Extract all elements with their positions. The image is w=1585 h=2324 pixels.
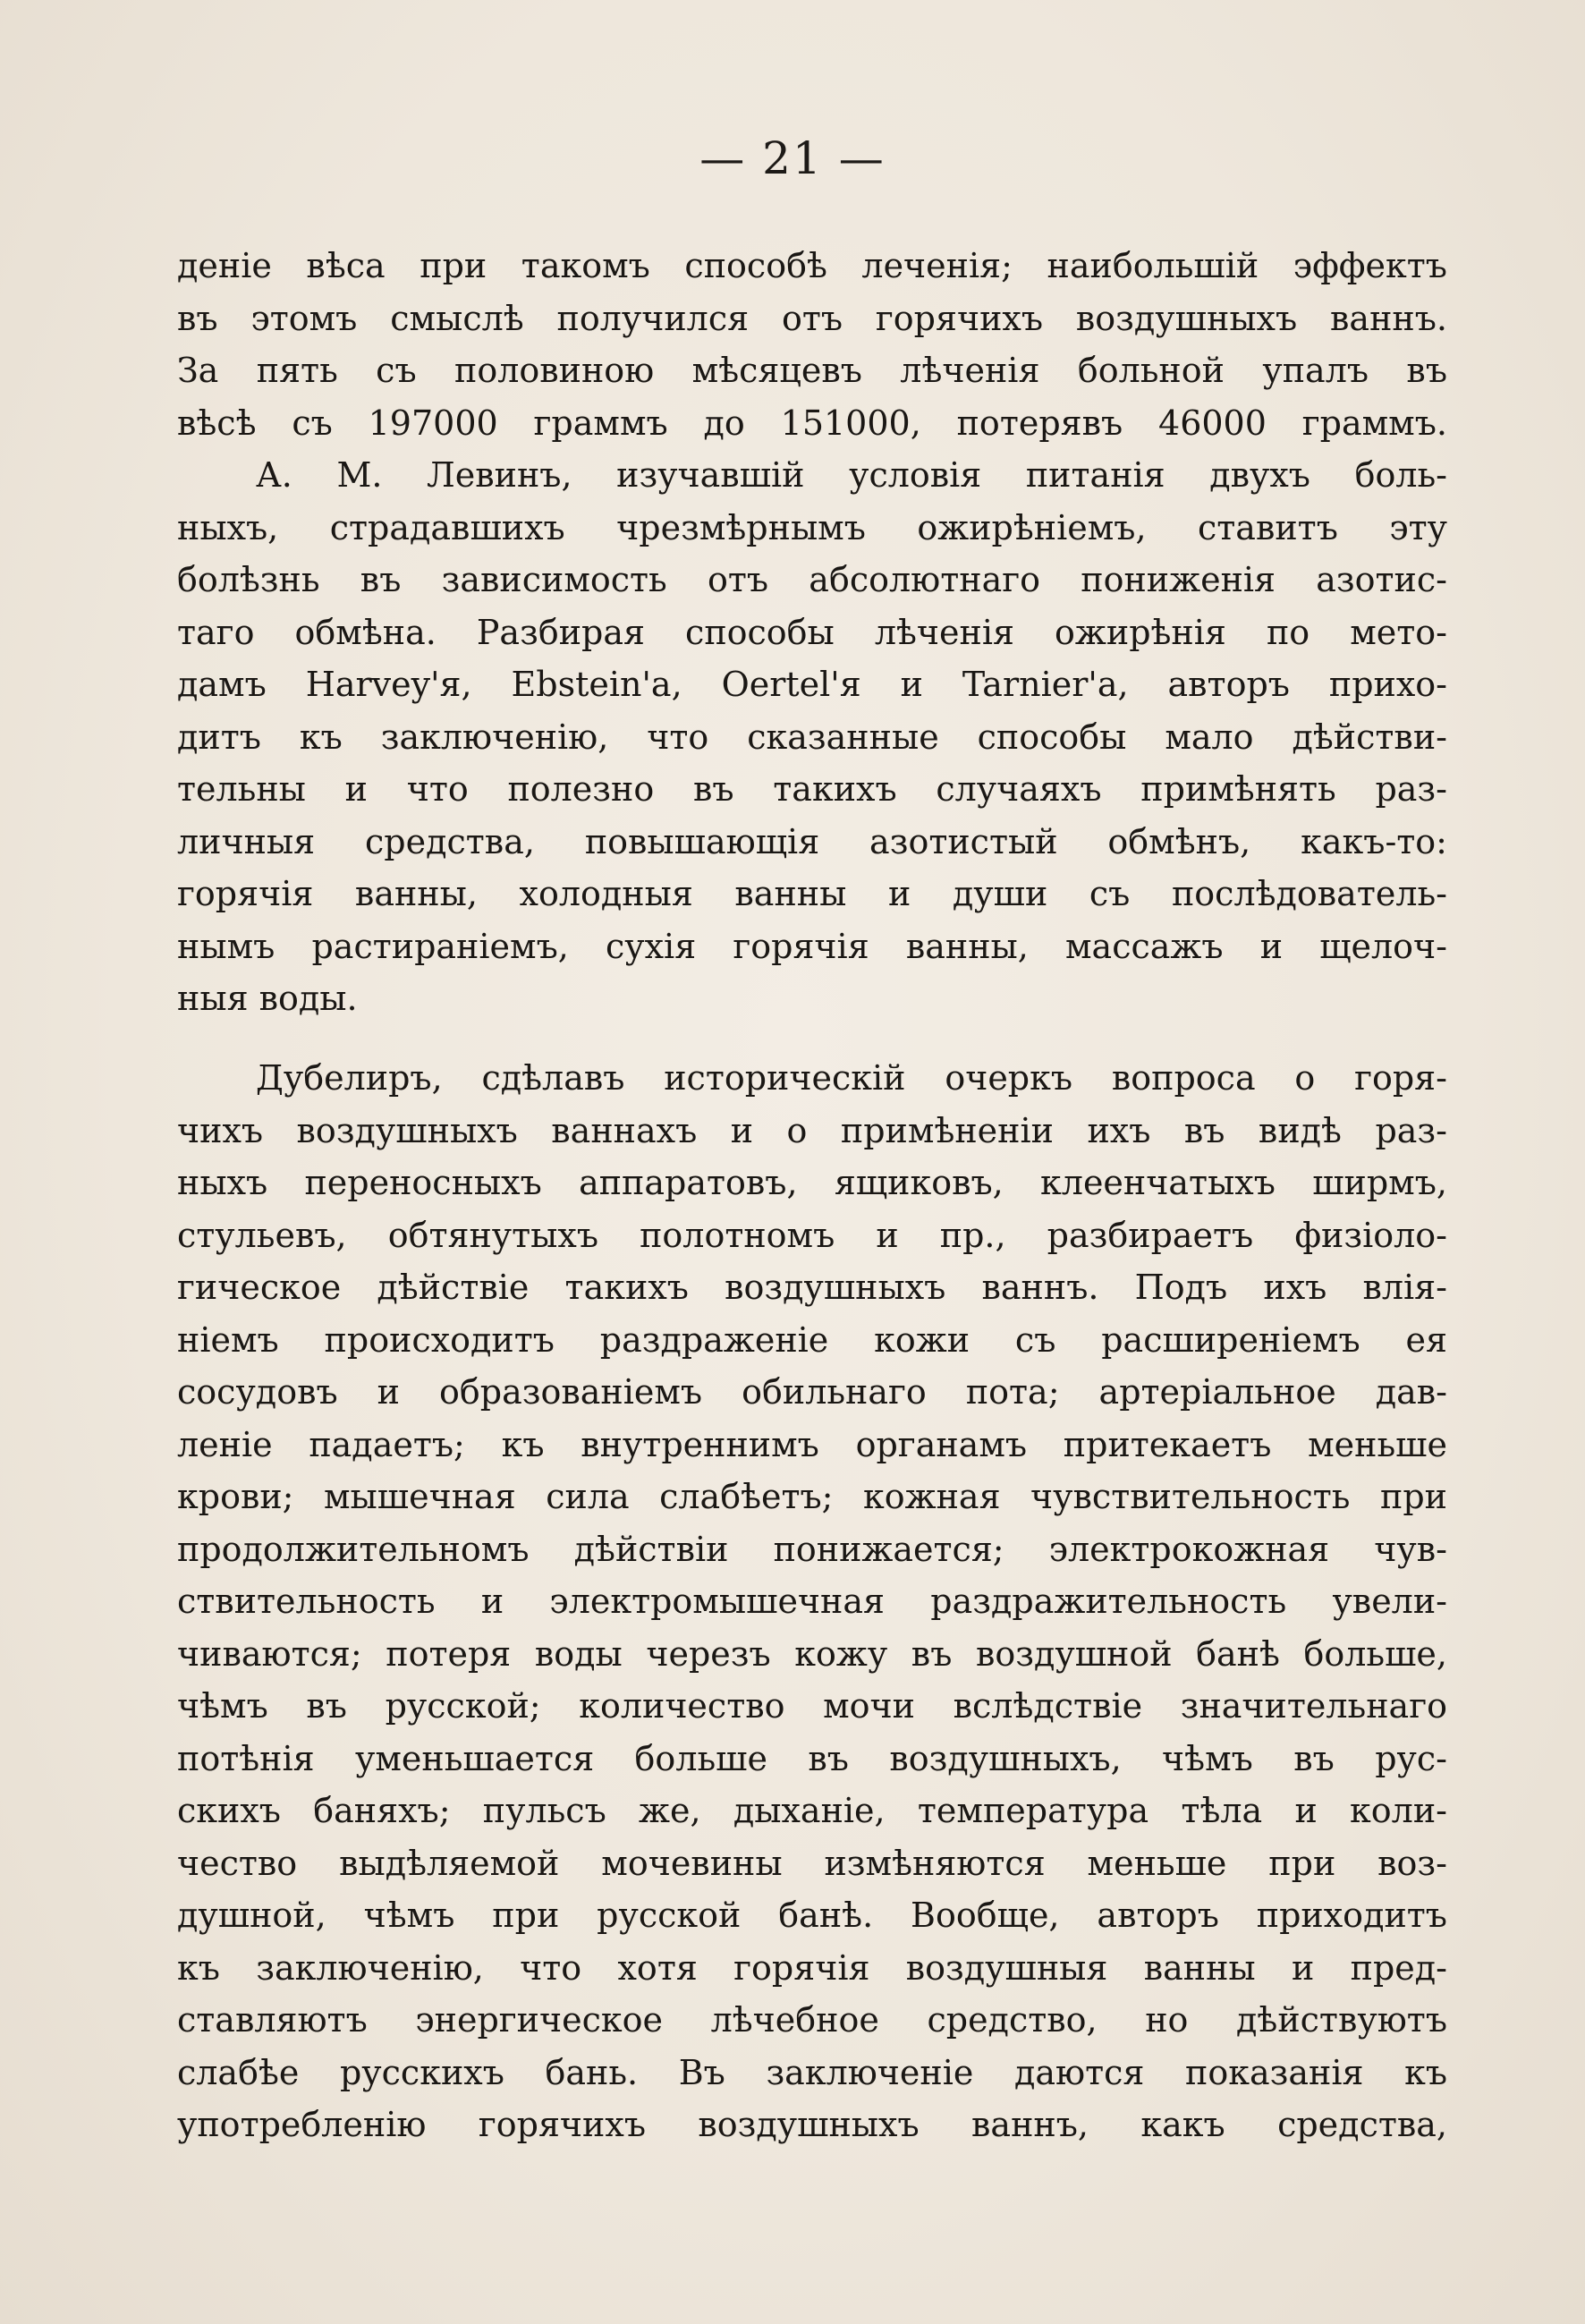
text-line: ныхъ, страдавшихъ чрезмѣрнымъ ожирѣніемъ, ставитъ эту bbox=[177, 507, 1447, 547]
text-line: вѣсѣ съ 197000 граммъ до 151000, потерявъ 46000 граммъ. bbox=[177, 403, 1447, 443]
text-line: А. М. Левинъ, изучавшій условія питанія двухъ боль- bbox=[256, 455, 1447, 495]
text-line: сосудовъ и образованіемъ обильнаго пота; артеріальное дав- bbox=[177, 1372, 1447, 1412]
text-line: въ этомъ смыслѣ получился отъ горячихъ воздушныхъ ваннъ. bbox=[177, 298, 1447, 338]
paragraph-3 bbox=[177, 1052, 1447, 2151]
text-line: горячія ванны, холодныя ванны и души съ послѣдователь- bbox=[177, 874, 1447, 913]
text-line: деніе вѣса при такомъ способѣ леченія; наибольшій эффектъ bbox=[177, 246, 1447, 285]
text-line: ніемъ происходитъ раздраженіе кожи съ расширеніемъ ея bbox=[177, 1319, 1447, 1360]
text-line: душной, чѣмъ при русской банѣ. Вообще, авторъ приходитъ bbox=[177, 1896, 1447, 1935]
text-line: таго обмѣна. Разбирая способы лѣченія ожирѣнія по мето- bbox=[177, 612, 1447, 652]
text-line: чихъ воздушныхъ ваннахъ и о примѣненіи ихъ въ видѣ раз- bbox=[177, 1110, 1447, 1150]
text-line: гическое дѣйствіе такихъ воздушныхъ ваннъ. Подъ ихъ влія- bbox=[177, 1268, 1447, 1307]
text-line: продолжительномъ дѣйствіи понижается; электрокожная чув- bbox=[177, 1529, 1447, 1569]
text-line: крови; мышечная сила слабѣетъ; кожная чувствительность при bbox=[177, 1477, 1447, 1516]
paragraph-2 bbox=[177, 449, 1447, 1025]
text-line: леніе падаетъ; къ внутреннимъ органамъ притекаетъ меньше bbox=[177, 1424, 1447, 1464]
text-line: слабѣе русскихъ бань. Въ заключеніе даются показанія къ bbox=[177, 2052, 1447, 2092]
text-line: стульевъ, обтянутыхъ полотномъ и пр., разбираетъ физіоло- bbox=[177, 1215, 1447, 1255]
text-line: личныя средства, повышающія азотистый обмѣнъ, какъ-то: bbox=[177, 821, 1447, 861]
text-line: ставляютъ энергическое лѣчебное средство, но дѣйствуютъ bbox=[177, 2000, 1447, 2040]
text-line: скихъ баняхъ; пульсъ же, дыханіе, температура тѣла и коли- bbox=[177, 1791, 1447, 1830]
text-line: потѣнія уменьшается больше въ воздушныхъ, чѣмъ въ рус- bbox=[177, 1738, 1447, 1778]
text-line: ствительность и электромышечная раздражительность увели- bbox=[177, 1582, 1447, 1621]
text-line: употребленію горячихъ воздушныхъ ваннъ, какъ средства, bbox=[177, 2105, 1447, 2144]
text-line: дамъ Harvey'я, Ebstein'a, Oertel'я и Tarnier'a, авторъ прихо- bbox=[177, 665, 1447, 704]
text-line: ныхъ переносныхъ аппаратовъ, ящиковъ, клеенчатыхъ ширмъ, bbox=[177, 1163, 1447, 1202]
text-line: чѣмъ въ русской; количество мочи вслѣдствіе значительнаго bbox=[177, 1686, 1447, 1726]
paragraph-1 bbox=[177, 240, 1447, 449]
text-line: дитъ къ заключенію, что сказанные способы мало дѣйстви- bbox=[177, 717, 1447, 757]
text-line: къ заключенію, что хотя горячія воздушныя ванны и пред- bbox=[177, 1947, 1447, 1988]
text-line: чество выдѣляемой мочевины измѣняются меньше при воз- bbox=[177, 1843, 1447, 1883]
text-line: тельны и что полезно въ такихъ случаяхъ примѣнять раз- bbox=[177, 769, 1447, 809]
page-number: — 21 — bbox=[699, 132, 886, 184]
text-line: ныя воды. bbox=[177, 979, 358, 1018]
text-line: нымъ растираніемъ, сухія горячія ванны, массажъ и щелоч- bbox=[177, 926, 1447, 966]
text-line: За пять съ половиною мѣсяцевъ лѣченія больной упалъ въ bbox=[177, 351, 1447, 390]
text-line: болѣзнь въ зависимость отъ абсолютнаго пониженія азотис- bbox=[177, 560, 1447, 599]
text-line: Дубелиръ, сдѣлавъ историческій очеркъ вопроса о горя- bbox=[256, 1058, 1447, 1098]
text-line: чиваются; потеря воды черезъ кожу въ воздушной банѣ больше, bbox=[177, 1633, 1447, 1674]
